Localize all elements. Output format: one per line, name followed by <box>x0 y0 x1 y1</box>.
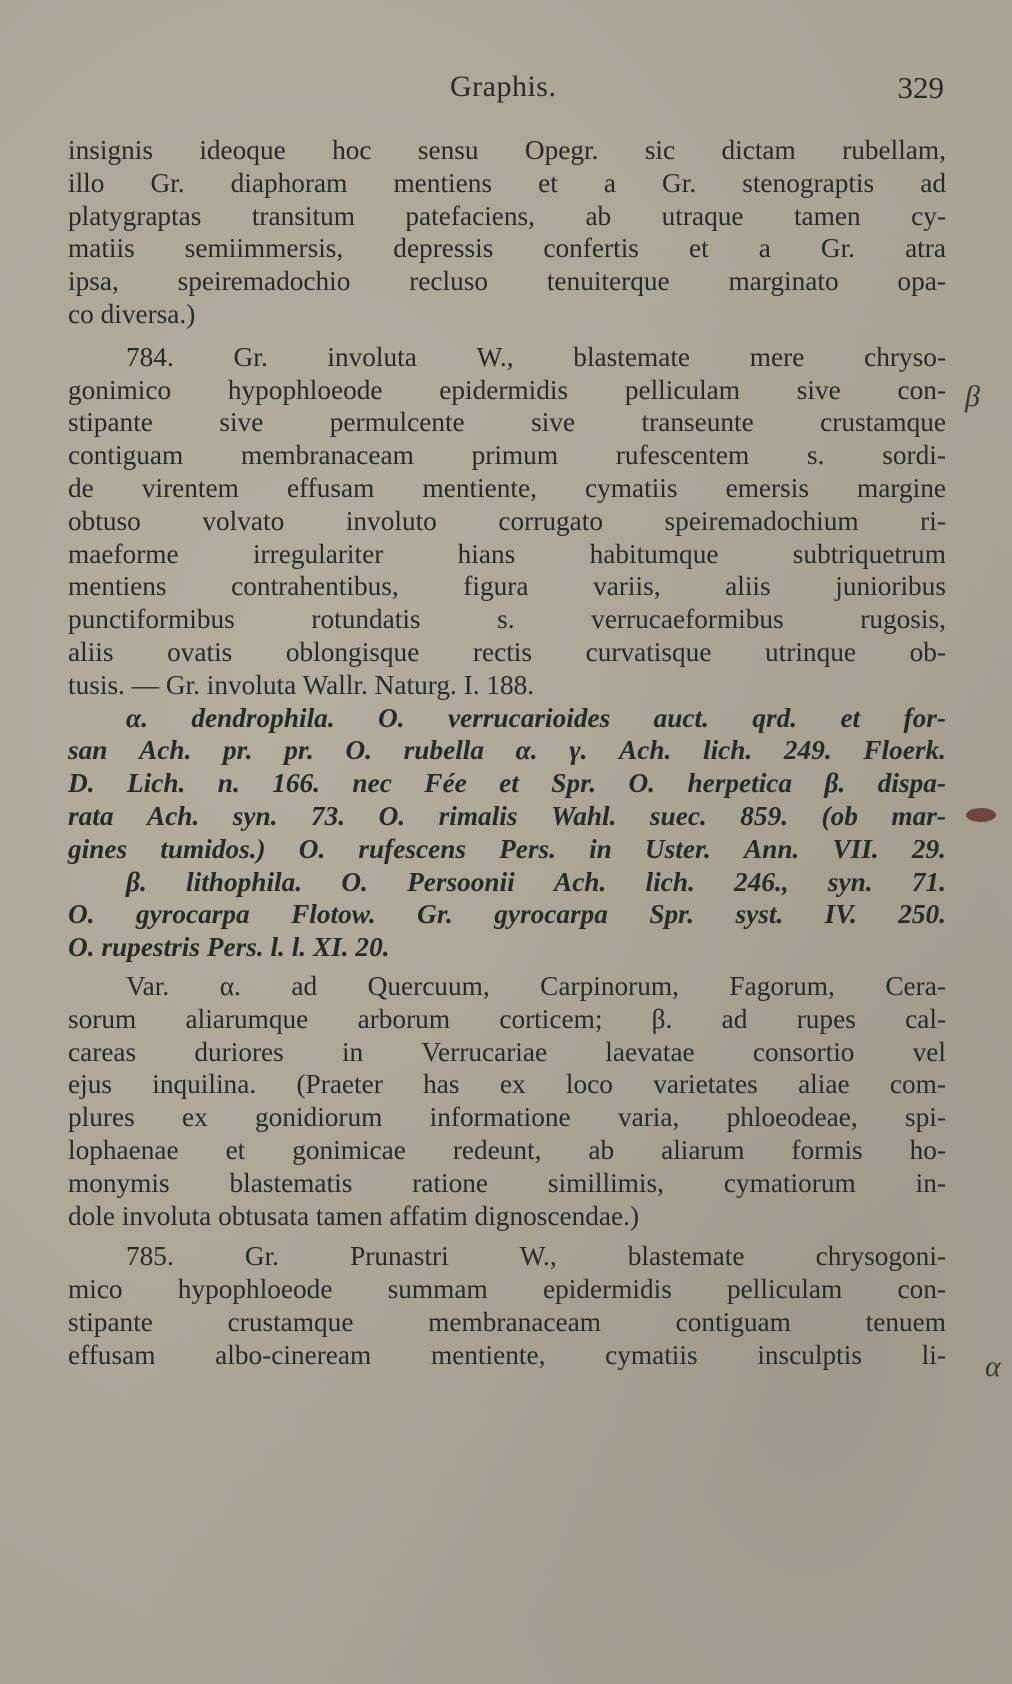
text-line: sorum aliarumque arborum corticem; β. ad rupes cal- <box>68 1003 946 1034</box>
text-line: insignis ideoque hoc sensu Opegr. sic dictam rubellam, <box>68 135 946 165</box>
text-line: O. gyrocarpa Flotow. Gr. gyrocarpa Spr. syst. IV. 250. <box>68 899 946 930</box>
entry-heading-785: 785. Gr. Prunastri W., blastemate chrysogoni- <box>126 1241 946 1272</box>
text-line: contiguam membranaceam primum rufescentem s. sordi- <box>68 440 946 471</box>
page-header <box>70 70 950 110</box>
text-line: stipante sive permulcente sive transeunte crustamque <box>68 407 946 438</box>
text-line: ejus inquilina. (Praeter has ex loco varietates aliae com- <box>68 1069 946 1100</box>
text-line: Var. α. ad Quercuum, Carpinorum, Fagorum, Cera- <box>126 970 946 1001</box>
text-line: monymis blastematis ratione simillimis, cymatiorum in- <box>68 1167 946 1198</box>
page-number: 329 <box>897 70 944 105</box>
variety-beta-line: β. lithophila. O. Persoonii Ach. lich. 246., syn. 71. <box>126 866 946 897</box>
margin-note-beta: β <box>965 380 980 413</box>
text-line: lophaenae et gonimicae redeunt, ab aliarum formis ho- <box>68 1134 946 1165</box>
text-line: tusis. — Gr. involuta Wallr. Naturg. I. 188. <box>68 669 535 700</box>
text-line: stipante crustamque membranaceam contiguam tenuem <box>68 1306 946 1337</box>
text-line: illo Gr. diaphoram mentiens et a Gr. stenograptis ad <box>68 167 946 198</box>
entry-heading-784: 784. Gr. involuta W., blastemate mere chryso- <box>126 341 946 372</box>
running-title: Graphis. <box>450 70 557 103</box>
text-line: dole involuta obtusata tamen affatim dignoscendae.) <box>68 1200 640 1231</box>
text-line: careas duriores in Verrucariae laevatae consortio vel <box>68 1036 946 1067</box>
text-line: rata Ach. syn. 73. O. rimalis Wahl. suec. 859. (ob mar- <box>68 800 946 831</box>
text-line: mico hypophloeode summam epidermidis pelliculam con- <box>68 1274 946 1305</box>
text-line: O. rupestris Pers. l. l. XI. 20. <box>68 932 390 963</box>
text-line: mentiens contrahentibus, figura variis, aliis junioribus <box>68 571 946 602</box>
variety-alpha-line: α. dendrophila. O. verrucarioides auct. qrd. et for- <box>126 702 946 733</box>
text-line: maeforme irregulariter hians habitumque subtriquetrum <box>68 538 946 569</box>
text-line: san Ach. pr. pr. O. rubella α. γ. Ach. lich. 249. Floerk. <box>68 735 946 766</box>
text-line: punctiformibus rotundatis s. verrucaeformibus rugosis, <box>68 604 946 635</box>
text-line: obtuso volvato involuto corrugato speiremadochium ri- <box>68 505 946 536</box>
text-line: matiis semiimmersis, depressis confertis et a Gr. atra <box>68 233 946 264</box>
text-line: effusam albo-cineream mentiente, cymatiis insculptis li- <box>68 1339 946 1370</box>
text-line: ipsa, speiremadochio recluso tenuiterque marginato opa- <box>68 266 946 297</box>
text-line: gines tumidos.) O. rufescens Pers. in Uster. Ann. VII. 29. <box>68 833 946 864</box>
text-line: aliis ovatis oblongisque rectis curvatisque utrinque ob- <box>68 636 946 667</box>
body-text <box>68 134 946 1371</box>
ink-smudge <box>966 808 996 822</box>
text-line: gonimico hypophloeode epidermidis pelliculam sive con- <box>68 374 946 405</box>
text-line: co diversa.) <box>68 298 196 329</box>
text-line: plures ex gonidiorum informatione varia, phloeodeae, spi- <box>68 1102 946 1133</box>
text-line: D. Lich. n. 166. nec Fée et Spr. O. herpetica β. dispa- <box>68 768 946 799</box>
text-line: de virentem effusam mentiente, cymatiis emersis margine <box>68 472 946 503</box>
text-line: platygraptas transitum patefaciens, ab utraque tamen cy- <box>68 200 946 231</box>
margin-note-alpha: α <box>985 1350 1001 1383</box>
